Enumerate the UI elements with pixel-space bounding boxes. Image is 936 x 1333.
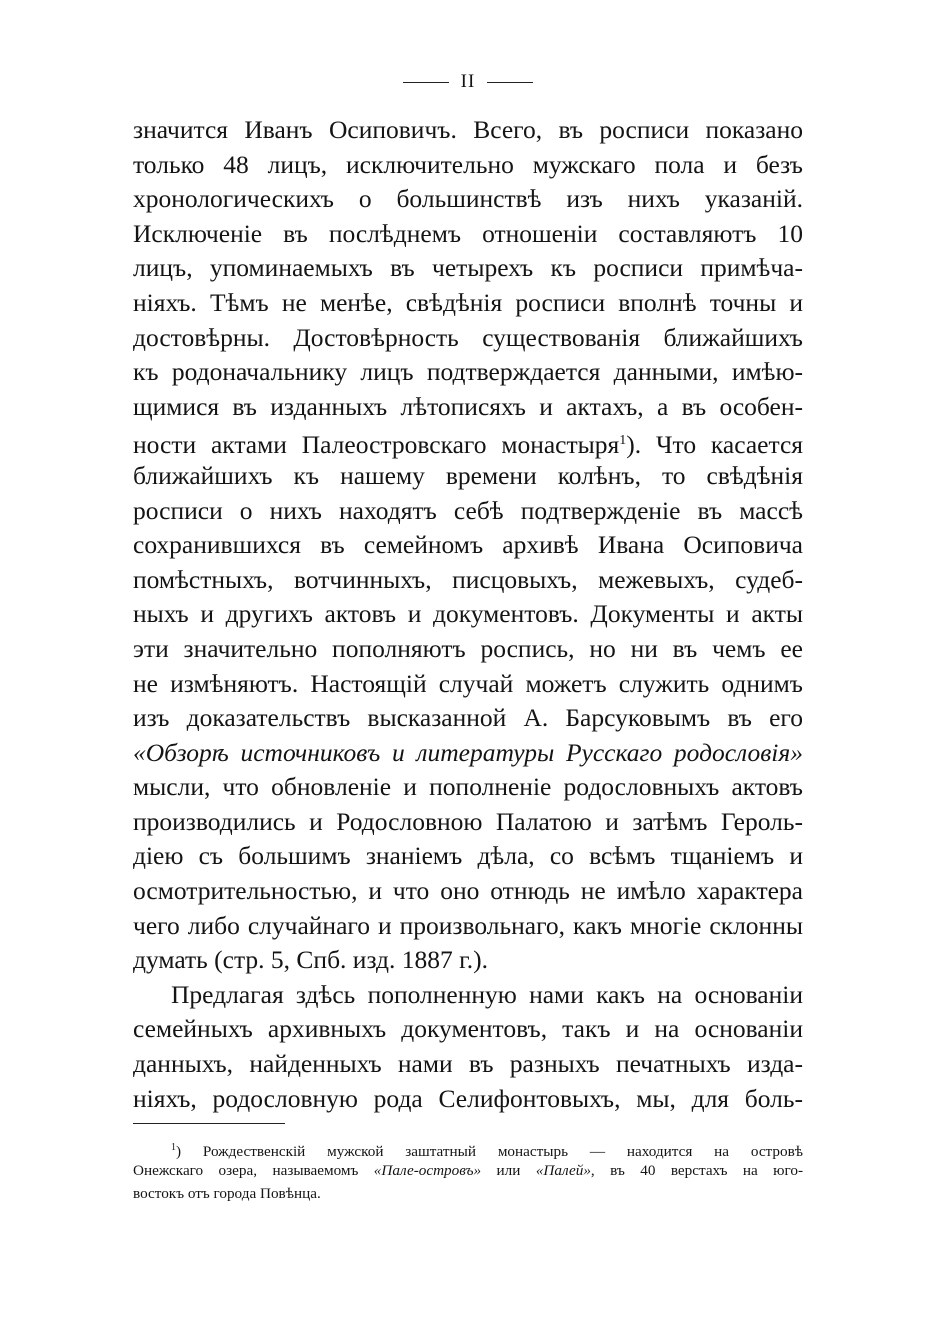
footnote-text: , въ 40 верстахъ на юго- (590, 1162, 804, 1179)
footnote-line (133, 1159, 803, 1182)
text-line: росписи о нихъ находятъ себѣ подтвержденіе въ массѣ (133, 495, 803, 525)
text-line: діею съ большимъ знаніемъ дѣла, со всѣмъ тщаніемъ и (133, 841, 803, 871)
footnote-reference: 1 (619, 433, 627, 449)
text-line: осмотрительностью, и что оно отнюдь не имѣло характера (133, 876, 803, 906)
text-line: хронологическихъ о большинствѣ изъ нихъ указаній. (133, 184, 803, 214)
footnote-line (133, 1136, 803, 1159)
text-line: ныхъ и другихъ актовъ и документовъ. Документы и акты (133, 599, 803, 629)
footnote-italic-name: «Палей» (535, 1162, 591, 1179)
footnote-text: или (481, 1162, 536, 1179)
footnote-marker: 1 (171, 1142, 176, 1153)
text-line: эти значительно пополняютъ роспись, но ни въ чемъ ее (133, 633, 803, 663)
footnote-text: ) Рождественскій мужской заштатный монастырь — находится на островѣ (176, 1143, 803, 1160)
text-line: сохранившихся въ семейномъ архивѣ Ивана Осиповича (133, 530, 803, 560)
text-line: мысли, что обновленіе и пополненіе родословныхъ актовъ (133, 772, 803, 802)
paragraph-end-line: думать (стр. 5, Спб. изд. 1887 г.). (133, 945, 488, 975)
body-text (133, 113, 803, 1116)
paragraph-start-line: Предлагая здѣсь пополненную нами какъ на основаніи (171, 979, 803, 1009)
text-line: помѣстныхъ, вотчинныхъ, писцовыхъ, межевыхъ, судеб- (133, 564, 803, 594)
text-line: значится Иванъ Осиповичъ. Всего, въ росписи показано (133, 115, 803, 144)
text-line: производились и Родословною Палатою и затѣмъ Героль- (133, 806, 803, 836)
text-line: чего либо случайнаго и произвольнаго, какъ многіе склонны (133, 910, 803, 940)
footnote-separator (133, 1123, 285, 1124)
footnote-line: востокъ отъ города Повѣнца. (133, 1185, 321, 1202)
text-line: семейныхъ архивныхъ документовъ, такъ и на основаніи (133, 1014, 803, 1044)
text-line-with-footnote-ref (133, 424, 803, 459)
text-line: ніяхъ. Тѣмъ не менѣе, свѣдѣнія росписи вполнѣ точны и (133, 287, 803, 317)
italic-title-line: «Обзорѣ источниковъ и литературы Русскаго родословія» (133, 737, 803, 767)
header-rule-left (403, 82, 449, 83)
text-line: лицъ, упоминаемыхъ въ четырехъ къ росписи примѣча- (133, 253, 803, 283)
page-number: II (460, 71, 476, 92)
text-line: только 48 лицъ, исключительно мужскаго пола и безъ (133, 149, 803, 179)
text-line: достовѣрны. Достовѣрность существованія ближайшихъ (133, 322, 803, 352)
footnote (133, 1136, 803, 1205)
text-line: данныхъ, найденныхъ нами въ разныхъ печатныхъ изда- (133, 1049, 803, 1079)
text-segment: ности актами Палеостровскаго монастыря (133, 430, 620, 460)
text-line: щимися въ изданныхъ лѣтописяхъ и актахъ, а въ особен- (133, 391, 803, 421)
footnote-italic-name: «Пале-островъ» (373, 1162, 482, 1179)
text-line: не измѣняютъ. Настоящій случай можетъ служить однимъ (133, 668, 803, 698)
header-rule-right (487, 82, 533, 83)
text-line: ближайшихъ къ нашему времени колѣнъ, то свѣдѣнія (133, 460, 803, 490)
text-line: изъ доказательствъ высказанной А. Барсуковымъ въ его (133, 703, 803, 733)
footnote-text: Онежскаго озера, называемомъ (133, 1162, 374, 1179)
text-segment: ). Что касается (626, 430, 803, 460)
page-header (0, 70, 936, 94)
text-line: къ родоначальнику лицъ подтверждается данными, имѣю- (133, 357, 803, 387)
text-line: ніяхъ, родословную рода Селифонтовыхъ, мы, для боль- (133, 1083, 803, 1113)
text-line: Исключеніе въ послѣднемъ отношеніи составляютъ 10 (133, 218, 803, 248)
